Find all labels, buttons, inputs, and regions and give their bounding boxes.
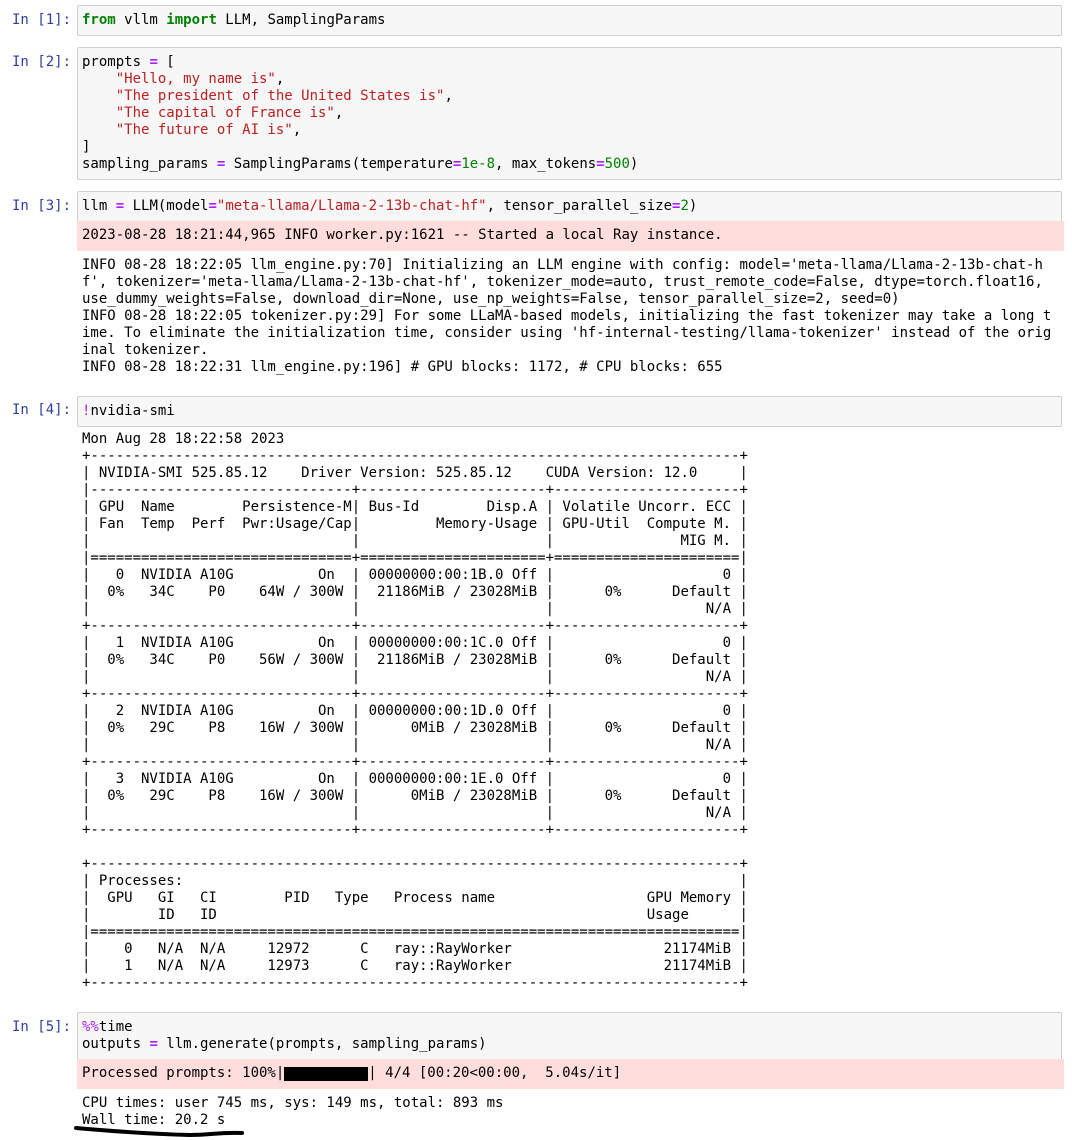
output-line: 2023-08-28 18:21:44,965 INFO worker.py:1621 -- Started a local Ray instance. (82, 227, 723, 243)
code-token: ) (688, 198, 698, 214)
code-line (82, 105, 1061, 122)
cell-prompt: In [1]: (12, 12, 72, 28)
underline-scribble (70, 1122, 250, 1138)
code-token: = (672, 198, 681, 214)
output-line: | 0 NVIDIA A10G On | 00000000:00:1B.0 Off | 0 | (82, 567, 748, 583)
output-line: inal tokenizer. (82, 342, 209, 358)
code-token: 2 (680, 198, 689, 214)
code-token (82, 88, 116, 104)
output-line: | | | N/A | (82, 669, 748, 685)
output-line: f', tokenizer='meta-llama/Llama-2-13b-chat-hf', tokenizer_mode=auto, trust_remote_code=False, dtype=torch.float16, (82, 274, 1043, 290)
code-token: vllm (115, 12, 167, 28)
output-line: +-----------------------------------------------------------------------------+ (82, 448, 748, 464)
code-token: [ (157, 54, 175, 70)
progress-bar (284, 1067, 368, 1081)
output-line: |===============================+======================+======================| (82, 550, 748, 566)
code-token: = (452, 156, 462, 172)
code-input[interactable] (77, 1012, 1062, 1060)
cell-prompt: In [3]: (12, 198, 72, 214)
output-line: Wall time: 20.2 s (82, 1112, 226, 1128)
output-line: INFO 08-28 18:22:05 tokenizer.py:29] For some LLaMA-based models, initializing the fast tokenizer may take a long t (82, 308, 1052, 324)
code-input[interactable] (77, 191, 1062, 222)
code-input[interactable] (77, 47, 1062, 180)
code-token: , tensor_parallel_size (486, 198, 673, 214)
output-line: | | | MIG M. | (82, 533, 748, 549)
code-token: , max_tokens (495, 156, 597, 172)
code-line (82, 12, 1061, 29)
code-token: "Hello, my name is" (115, 71, 276, 87)
code-token: , (444, 88, 453, 104)
cell-prompt: In [4]: (12, 402, 72, 418)
cell-prompt: In [2]: (12, 54, 72, 70)
code-token: "The president of the United States is" (115, 88, 445, 104)
stdout-output (82, 257, 1062, 376)
output-line: | 0% 34C P0 64W / 300W | 21186MiB / 23028MiB | 0% Default | (82, 584, 748, 600)
code-token: "meta-llama/Llama-2-13b-chat-hf" (216, 198, 487, 214)
code-token: = (115, 198, 125, 214)
code-token: sampling_params (82, 156, 217, 172)
code-line (82, 54, 1061, 71)
output-line: +-------------------------------+----------------------+----------------------+ (82, 822, 748, 838)
output-line: | ID ID Usage | (82, 907, 748, 923)
output-line: | Fan Temp Perf Pwr:Usage/Cap| Memory-Usage | GPU-Util Compute M. | (82, 516, 748, 532)
cell-prompt: In [5]: (12, 1019, 72, 1035)
code-token: ! (82, 403, 91, 419)
code-line (82, 198, 1061, 215)
output-line: |-------------------------------+----------------------+----------------------+ (82, 482, 748, 498)
code-input[interactable] (77, 5, 1062, 36)
code-token: = (216, 156, 226, 172)
output-line: | | | N/A | (82, 601, 748, 617)
code-token: = (208, 198, 217, 214)
output-line: | 0% 29C P8 16W / 300W | 0MiB / 23028MiB | 0% Default | (82, 788, 748, 804)
code-line (82, 88, 1061, 105)
output-line: | GPU Name Persistence-M| Bus-Id Disp.A | Volatile Uncorr. ECC | (82, 499, 748, 515)
output-line: | NVIDIA-SMI 525.85.12 Driver Version: 525.85.12 CUDA Version: 12.0 | (82, 465, 748, 481)
code-token: = (149, 54, 158, 70)
output-line: | GPU GI CI PID Type Process name GPU Memory | (82, 890, 748, 906)
code-token: import (166, 12, 217, 28)
output-line: +-------------------------------+----------------------+----------------------+ (82, 618, 748, 634)
code-token: nvidia-smi (90, 403, 175, 419)
code-token (82, 105, 116, 121)
output-line: +-------------------------------+----------------------+----------------------+ (82, 686, 748, 702)
code-input[interactable] (77, 396, 1062, 427)
code-token: prompts (82, 54, 150, 70)
code-token: ) (629, 156, 639, 172)
code-token: = (596, 156, 605, 172)
output-line: INFO 08-28 18:22:05 llm_engine.py:70] Initializing an LLM engine with config: model='meta-llama/Llama-2-13b-chat-h (82, 257, 1043, 273)
code-line (82, 403, 1061, 420)
code-token: llm.generate(prompts, sampling_params) (157, 1036, 487, 1052)
output-line: | 0% 34C P0 56W / 300W | 21186MiB / 23028MiB | 0% Default | (82, 652, 748, 668)
output-line: |=============================================================================| (82, 924, 748, 940)
code-token: 500 (604, 156, 630, 172)
output-line: | 3 NVIDIA A10G On | 00000000:00:1E.0 Off | 0 | (82, 771, 748, 787)
code-token: LLM, SamplingParams (216, 12, 386, 28)
code-token: LLM(model (124, 198, 209, 214)
code-token: SamplingParams(temperature (225, 156, 453, 172)
output-line: +-----------------------------------------------------------------------------+ (82, 975, 748, 991)
code-line (82, 71, 1061, 88)
output-line: INFO 08-28 18:22:31 llm_engine.py:196] # GPU blocks: 1172, # CPU blocks: 655 (82, 359, 723, 375)
code-line (82, 139, 1061, 156)
code-token: "The capital of France is" (115, 105, 335, 121)
progress-prefix: Processed prompts: 100%| (82, 1065, 285, 1081)
code-line (82, 156, 1061, 173)
code-token: , (275, 71, 285, 87)
code-token: from (82, 12, 116, 28)
code-token: = (149, 1036, 158, 1052)
output-line: | | | N/A | (82, 737, 748, 753)
output-line: | 0% 29C P8 16W / 300W | 0MiB / 23028MiB | 0% Default | (82, 720, 748, 736)
output-line: | 1 N/A N/A 12973 C ray::RayWorker 21174MiB | (82, 958, 748, 974)
code-token: %% (82, 1019, 99, 1035)
code-token: , (292, 122, 302, 138)
output-line: CPU times: user 745 ms, sys: 149 ms, total: 893 ms (82, 1095, 504, 1111)
output-line: +-------------------------------+----------------------+----------------------+ (82, 754, 748, 770)
code-token: "The future of AI is" (115, 122, 293, 138)
output-line (82, 839, 1062, 856)
nvidia-smi-output (82, 431, 1062, 992)
output-line: ime. To eliminate the initialization time, consider using 'hf-internal-testing/llama-tokenizer' instead of the orig (82, 325, 1052, 341)
code-token (82, 122, 116, 138)
output-line: | 0 N/A N/A 12972 C ray::RayWorker 21174MiB | (82, 941, 748, 957)
output-line: +-----------------------------------------------------------------------------+ (82, 856, 748, 872)
output-line: | 2 NVIDIA A10G On | 00000000:00:1D.0 Off | 0 | (82, 703, 748, 719)
output-line: | Processes: | (82, 873, 748, 889)
progress-bar-fill (284, 1067, 368, 1081)
output-line: Mon Aug 28 18:22:58 2023 (82, 431, 285, 447)
code-token: time (98, 1019, 133, 1035)
stderr-output (77, 221, 1064, 251)
progress-output (77, 1059, 1064, 1089)
output-line: use_dummy_weights=False, download_dir=None, use_np_weights=False, tensor_parallel_size=2, seed=0) (82, 291, 900, 307)
code-line (82, 1019, 1061, 1036)
code-token: ] (82, 139, 91, 155)
code-line (82, 1036, 1061, 1053)
code-token: 1e-8 (461, 156, 496, 172)
output-line: | | | N/A | (82, 805, 748, 821)
code-token: llm (82, 198, 116, 214)
output-line: | 1 NVIDIA A10G On | 00000000:00:1C.0 Off | 0 | (82, 635, 748, 651)
code-token: outputs (82, 1036, 150, 1052)
code-token (82, 71, 116, 87)
progress-suffix: | 4/4 [00:20<00:00, 5.04s/it] (368, 1065, 622, 1081)
code-line (82, 122, 1061, 139)
code-token: , (334, 105, 344, 121)
